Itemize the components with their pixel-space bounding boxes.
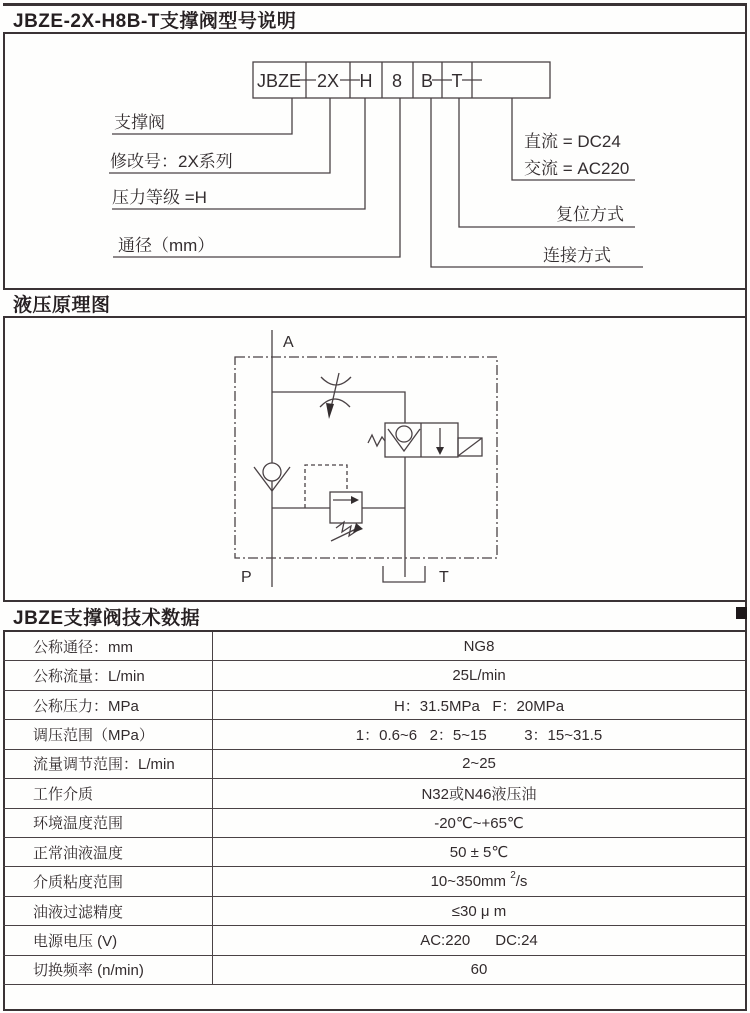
label-ac-voltage: 交流 = AC220 (524, 159, 630, 178)
print-registration-mark (736, 607, 747, 619)
model-section-title: JBZE-2X-H8B-T支撑阀型号说明 (13, 10, 297, 32)
spec-label: 公称通径：mm (33, 638, 133, 656)
label-support-valve: 支撑阀 (114, 113, 165, 132)
section-header-model (3, 3, 745, 34)
table-row (3, 809, 745, 838)
code-cell-size: 8 (391, 71, 403, 91)
spec-value: ≤30 μ m (212, 897, 745, 925)
adjust-arrow-icon (353, 523, 363, 533)
spec-label: 公称压力：MPa (33, 697, 139, 715)
spec-value: 1：0.6~6 2：5~15 3：15~31.5 (212, 720, 745, 748)
spec-label: 环境温度范围 (33, 815, 124, 833)
port-t-label: T (439, 569, 449, 586)
spec-value: AC:220 DC:24 (212, 926, 745, 954)
label-pressure-grade: 压力等级 =H (112, 188, 207, 207)
spec-label: 流量调节范围：L/min (33, 756, 175, 774)
viscosity-suffix: /s (515, 873, 528, 891)
specs-section-title: JBZE支撑阀技术数据 (13, 607, 201, 629)
solenoid-coil-icon (458, 438, 482, 456)
spec-label: 公称流量：L/min (33, 668, 145, 686)
code-cell-reset: B (420, 71, 434, 91)
code-cell-connection: T (451, 71, 463, 91)
table-row (3, 661, 745, 690)
poppet-ball (396, 426, 412, 442)
pilot-branch-line (272, 392, 405, 423)
specs-table (3, 632, 745, 985)
table-row (3, 956, 745, 984)
spec-value: H：31.5MPa F：20MPa (212, 691, 745, 719)
code-cell-revision: 2X (316, 71, 340, 91)
tank-symbol (383, 566, 425, 582)
code-cell-pressure: H (359, 71, 373, 91)
spec-label: 工作介质 (33, 785, 94, 803)
model-code-box (253, 62, 550, 98)
viscosity-prefix: 10~350mm (430, 873, 511, 891)
label-diameter: 通径（mm） (118, 236, 215, 255)
spec-value: 50 ± 5℃ (212, 838, 745, 866)
spec-value: 25L/min (212, 661, 745, 689)
throttle-symbol (320, 373, 351, 419)
hydraulic-schematic (0, 318, 750, 601)
spec-value: N32或N46液压油 (212, 779, 745, 807)
table-row (3, 720, 745, 749)
port-a-label: A (283, 334, 294, 351)
table-row (3, 632, 745, 661)
label-dc-voltage: 直流 = DC24 (524, 132, 621, 151)
viscosity-superscript: 2 (510, 870, 516, 882)
spec-label: 调压范围（MPa） (33, 726, 154, 744)
table-row (3, 867, 745, 896)
schematic-section-title: 液压原理图 (13, 294, 111, 316)
spec-label: 介质粘度范围 (33, 874, 124, 892)
model-code-diagram (0, 34, 750, 288)
relief-valve-symbol (330, 492, 363, 541)
spec-label: 切换频率 (n/min) (33, 962, 144, 980)
port-p-label: P (241, 569, 252, 586)
table-row (3, 838, 745, 867)
table-row (3, 926, 745, 955)
spec-label: 电源电压 (V) (33, 932, 118, 950)
table-row (3, 691, 745, 720)
valve-spring-icon (368, 435, 385, 446)
table-row (3, 897, 745, 926)
label-connection-mode: 连接方式 (543, 246, 611, 265)
label-reset-mode: 复位方式 (556, 205, 624, 224)
spec-value: 60 (212, 956, 745, 984)
section-header-schematic (3, 288, 745, 318)
section-header-specs (3, 600, 745, 632)
spec-value: NG8 (212, 632, 745, 660)
spec-value: 2~25 (212, 750, 745, 778)
solenoid-valve-symbol (368, 423, 482, 457)
spec-value (212, 867, 745, 895)
table-row (3, 779, 745, 808)
spec-label: 油液过滤精度 (33, 903, 124, 921)
code-cell-series: JBZE (256, 71, 302, 91)
spec-label: 正常油液温度 (33, 844, 124, 862)
table-row (3, 750, 745, 779)
label-revision: 修改号：2X系列 (110, 152, 233, 171)
spec-value: -20℃~+65℃ (212, 809, 745, 837)
